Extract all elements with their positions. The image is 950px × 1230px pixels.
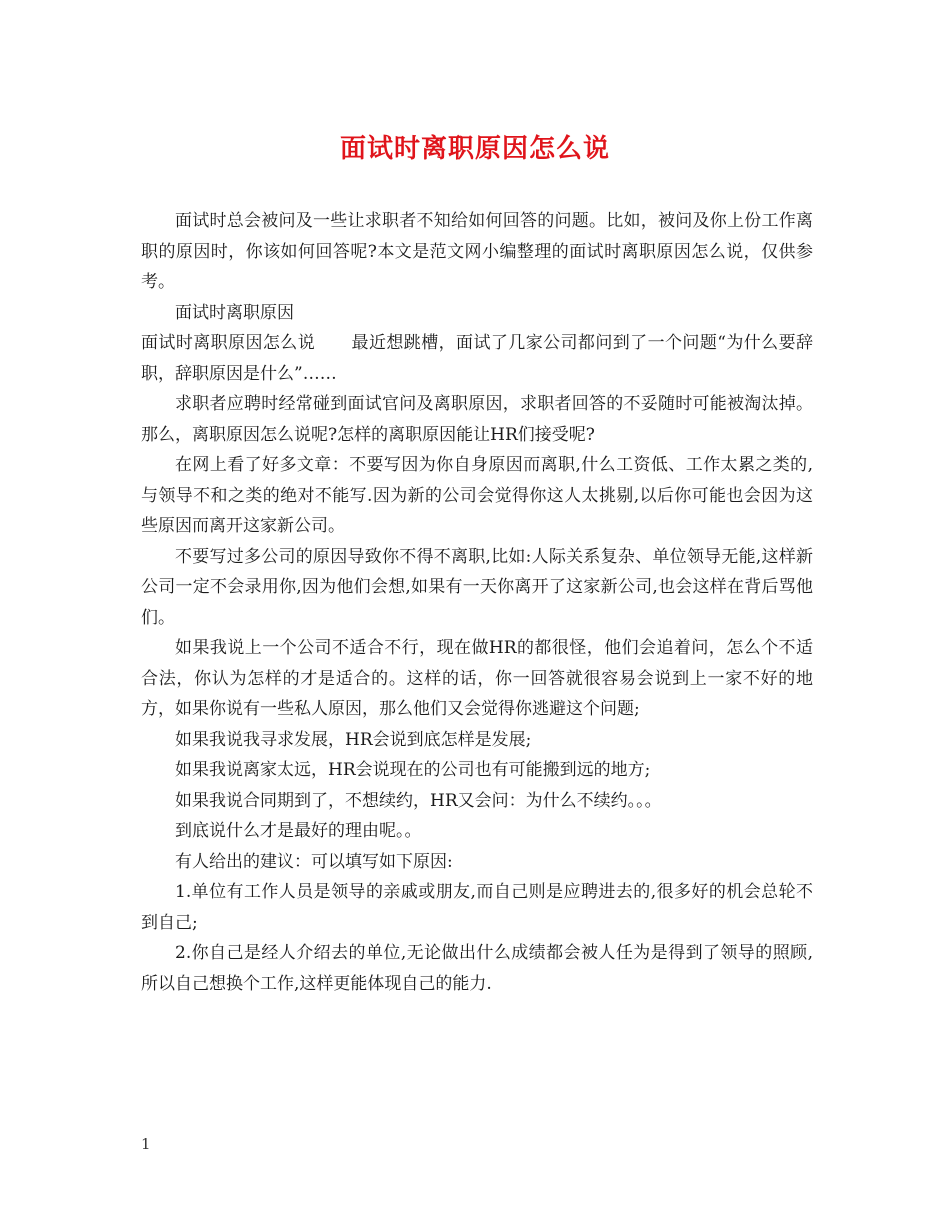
paragraph-9: 到底说什么才是最好的理由呢。。 <box>175 821 422 841</box>
document-title: 面试时离职原因怎么说 <box>339 134 610 164</box>
paragraph-5: 如果我说上一个公司不适合不行，现在做HR的都很怪，他们会追着问，怎么个不适合法，你认为怎样的才是适合的。这样的话，你一回答就很容易会说到上一家不好的地方，如果你说有一些私人原因，那么他们又会觉得你逃避这个问题; <box>141 638 813 719</box>
inline-heading: 面试时离职原因怎么说 <box>141 333 316 353</box>
paragraph-7: 如果我说离家太远，HR会说现在的公司也有可能搬到远的地方; <box>175 760 651 780</box>
paragraph-subheading: 面试时离职原因 <box>175 302 294 323</box>
paragraph-11: 1.单位有工作人员是领导的亲戚或朋友,而自己则是应聘进去的,很多好的机会总轮不到自己; <box>141 882 813 933</box>
inline-text: 最近想跳槽，面试了几家公司都问到了一个问题“为什么要辞职，辞职原因是什么”…… <box>141 333 813 384</box>
paragraph-intro: 面试时总会被问及一些让求职者不知给如何回答的问题。比如，被问及你上份工作离职的原因时，你该如何回答呢?本文是范文网小编整理的面试时离职原因怎么说，仅供参考。 <box>141 211 813 292</box>
paragraph-3: 在网上看了好多文章：不要写因为你自身原因而离职,什么工资低、工作太累之类的,与领导不和之类的绝对不能写.因为新的公司会觉得你这人太挑剔,以后你可能也会因为这些原因而离开这家新公司。 <box>141 455 813 536</box>
paragraph-12: 2.你自己是经人介绍去的单位,无论做出什么成绩都会被人任为是得到了领导的照顾,所以自己想换个工作,这样更能体现自己的能力. <box>141 943 813 994</box>
page-number: 1 <box>141 1135 151 1153</box>
paragraph-6: 如果我说我寻求发展，HR会说到底怎样是发展; <box>175 729 532 750</box>
paragraph-2: 求职者应聘时经常碰到面试官问及离职原因，求职者回答的不妥随时可能被淘汰掉。那么，离职原因怎么说呢?怎样的离职原因能让HR们接受呢? <box>141 394 813 445</box>
paragraph-4: 不要写过多公司的原因导致你不得不离职,比如:人际关系复杂、单位领导无能,这样新公司一定不会录用你,因为他们会想,如果有一天你离开了这家新公司,也会这样在背后骂他们。 <box>141 546 813 628</box>
paragraph-inline-heading <box>141 328 813 389</box>
paragraph-10: 有人给出的建议：可以填写如下原因: <box>175 851 453 872</box>
paragraph-8: 如果我说合同期到了，不想续约，HR又会问：为什么不续约。。。 <box>175 790 662 811</box>
document-body <box>141 206 813 999</box>
